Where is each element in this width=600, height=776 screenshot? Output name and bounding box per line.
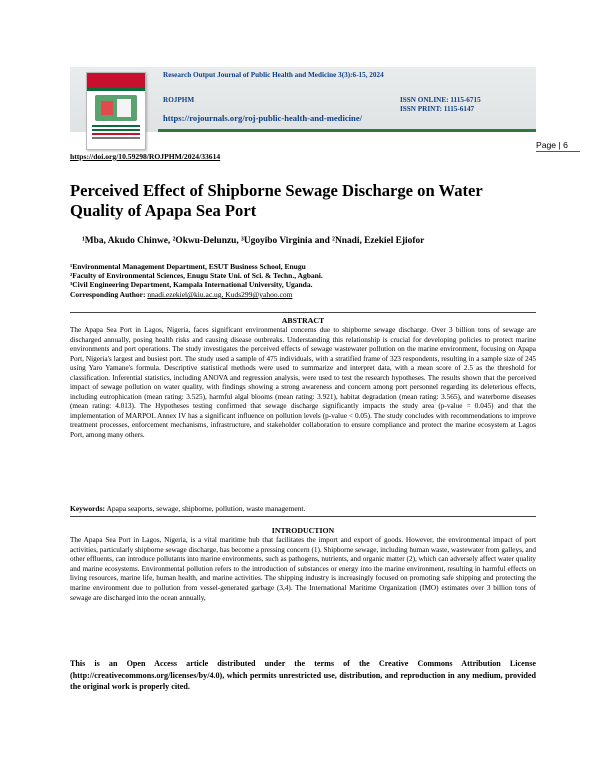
journal-cover-image bbox=[86, 72, 146, 150]
abstract-bottom-rule bbox=[70, 516, 536, 517]
keywords-text: Apapa seaports, sewage, shipborne, pollution, waste management. bbox=[106, 504, 306, 513]
corresponding-author-emails[interactable]: nnadi.ezekiel@kiu.ac.ug, Kuds299@yahoo.com bbox=[147, 290, 293, 299]
affiliation-1: ¹Environmental Management Department, ESUT Business School, Enugu bbox=[70, 262, 306, 271]
journal-abbreviation: ROJPHM bbox=[163, 96, 195, 104]
abstract-text: The Apapa Sea Port in Lagos, Nigeria, faces significant environmental concerns due to shipborne sewage discharge. Over 3 billion tons of sewage are discharged annually, posing health risks and causing disease outbreaks. Understanding this relationship is crucial for developing policies to protect marine environments and port operations. The study investigates the perceived effects of sewage wastewater pollution on the marine environment, focusing on Apapa Port, Nigeria's largest and busiest port. The study used a sample of 475 individuals, with a stratified frame of 323 respondents, resulting in a sample size of 245 using Yaro Yamane's formula. Descriptive statistical methods were used to summarize and interpret data, with a mean score of 2.5 as the threshold for classification. Inferential statistics, including ANOVA and regression analysis, were used to test the research hypotheses. The results shown that the perceived impact of sewage pollution on water quality, with findings showing a strong awareness and concern among port personnel regarding its deleterious effects, including eutrophication (mean rating: 3.525), harmful algal blooms (mean rating: 3.921), habitat degradation (mean rating: 3.565), and waterborne diseases (mean rating: 4.013). The Hypotheses testing confirmed that sewage discharge significantly impacts the study area (p-value = 0.045) and that the implementation of MARPOL Annex IV has a significant influence on pollution levels (p-value < 0.05). The study concludes with recommendations to improve treatment processes, enforcement mechanisms, infrastructure, and stakeholder collaboration to ensure compliance and protect the marine ecosystem at Lagos Port, among many others. bbox=[70, 326, 536, 440]
issn-print: ISSN PRINT: 1115-6147 bbox=[400, 105, 475, 113]
keywords bbox=[70, 504, 305, 513]
introduction-text: The Apapa Sea Port in Lagos, Nigeria, is a vital maritime hub that facilitates the import and export of goods. However, the environmental impact of port activities, particularly shipborne sewage discharge, has become a pressing concern (1). Shipborne sewage, including human waste, wastewater from galleys, and other effluents, can introduce pollutants into marine environments, such as pathogens, nutrients, and organic matter (2), which can adversely affect water quality and marine ecosystems. Environmental pollution refers to the introduction of substances or energy into the marine environment, resulting in harmful effects on living resources, marine life, human health, and marine activities. The shipping industry is increasingly focused on promoting safe shipping and protecting the marine environment due to pollution from vessel-generated garbage (3,4). The International Maritime Organization (IMO) estimates over 3 billion tons of sewage are discharged into the ocean annually, bbox=[70, 536, 536, 602]
corresponding-author bbox=[70, 290, 292, 299]
affiliation-2: ²Faculty of Environmental Sciences, Enugu State Uni. of Sci. & Techn., Agbani. bbox=[70, 271, 323, 280]
journal-url-link[interactable]: https://rojournals.org/roj-public-health-and-medicine/ bbox=[163, 113, 363, 123]
header-divider bbox=[158, 129, 536, 132]
page-number-rule bbox=[536, 151, 580, 152]
doi-link[interactable]: https://doi.org/10.59298/ROJPHM/2024/33614 bbox=[70, 152, 221, 161]
page-number: Page | 6 bbox=[536, 140, 568, 150]
journal-citation: Research Output Journal of Public Health and Medicine 3(3):6-15, 2024 bbox=[163, 71, 384, 79]
keywords-label: Keywords: bbox=[70, 504, 105, 513]
article-title: Perceived Effect of Shipborne Sewage Discharge on Water Quality of Apapa Sea Port bbox=[70, 181, 483, 220]
affiliation-3: ³Civil Engineering Department, Kampala International University, Uganda. bbox=[70, 280, 313, 289]
license-statement: This is an Open Access article distributed under the terms of the Creative Commons Attribution License (http://creativecommons.org/licenses/by/4.0), which permits unrestricted use, distribution, and reproduction in any medium, provided the original work is properly cited. bbox=[70, 659, 536, 691]
introduction-heading: INTRODUCTION bbox=[271, 526, 335, 535]
abstract-heading: ABSTRACT bbox=[281, 316, 325, 325]
corresponding-author-label: Corresponding Author: bbox=[70, 290, 146, 299]
abstract-top-rule bbox=[70, 312, 536, 313]
author-list: ¹Mba, Akudo Chinwe, ²Okwu-Delunzu, ³Ugoyibo Virginia and ²Nnadi, Ezekiel Ejiofor bbox=[82, 236, 425, 246]
issn-online: ISSN ONLINE: 1115-6715 bbox=[400, 96, 481, 104]
